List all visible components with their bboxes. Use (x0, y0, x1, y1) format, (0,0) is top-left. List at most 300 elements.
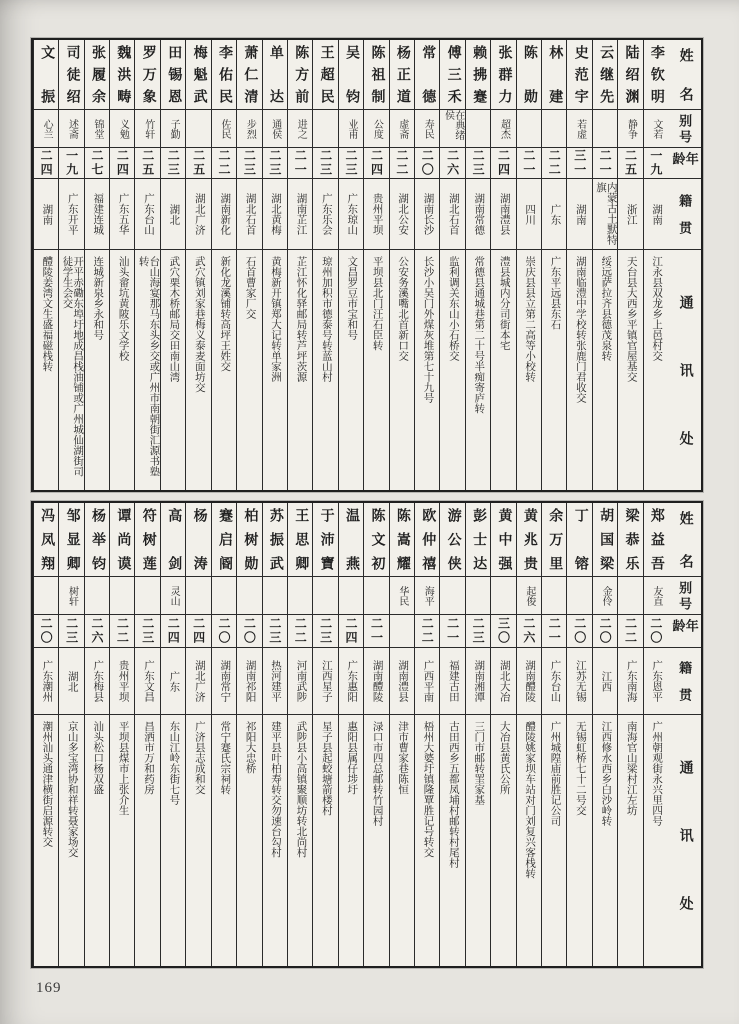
entry-age-cell-text: 二〇 (242, 617, 257, 645)
entry-column (414, 503, 439, 966)
header-age-text: 年龄 (670, 152, 699, 165)
entry-alias-cell (186, 577, 210, 615)
entry-address-cell (313, 250, 337, 490)
entry-origin-cell (415, 648, 439, 715)
entry-column (84, 40, 109, 490)
entry-column (490, 40, 515, 490)
entry-age-cell (542, 615, 566, 648)
entry-address-cell-text: 梧州大婆圩镇隆覃胜记号转交 (422, 721, 434, 858)
entry-age-cell (263, 615, 287, 648)
entry-name-cell-text: 温燕 (344, 508, 360, 571)
entry-alias-cell (517, 110, 541, 148)
entry-name-cell-text: 常德 (420, 45, 436, 104)
entry-address-cell-text: 绥远萨拉齐县德茂泉转 (600, 256, 612, 361)
header-origin (668, 179, 701, 250)
entry-name-cell (593, 40, 617, 110)
entry-address-cell (644, 250, 668, 490)
entry-address-cell-text: 监利调关东山小石桥交 (447, 256, 459, 361)
entry-origin-cell (34, 648, 58, 715)
entry-name-cell (542, 40, 566, 110)
entry-alias-cell (85, 577, 109, 615)
entry-alias-cell (85, 110, 109, 148)
entry-name-cell (288, 40, 312, 110)
entry-address-cell (263, 250, 287, 490)
entry-age-cell-text: 二五 (191, 149, 206, 177)
entry-alias-cell (186, 110, 210, 148)
entry-alias-cell (364, 110, 388, 148)
entry-alias-cell (161, 577, 185, 615)
entry-column (338, 40, 363, 490)
entry-age-cell (237, 615, 261, 648)
entry-origin-cell (263, 648, 287, 715)
entry-address-cell (491, 715, 515, 966)
entry-age-cell (135, 148, 159, 179)
entry-name-cell (542, 503, 566, 577)
entry-age-cell (491, 148, 515, 179)
entry-alias-cell (390, 110, 414, 148)
entry-name-cell-text: 张履余 (89, 45, 105, 104)
entry-origin-cell-text: 广东南海 (625, 660, 637, 702)
entry-column (541, 503, 566, 966)
entry-origin-cell-text: 湖南湘潭 (473, 660, 485, 702)
entry-address-cell-text: 天台县大西乡平镇官屋基交 (625, 256, 637, 382)
entry-age-cell-text: 二三 (318, 617, 333, 645)
entry-age-cell-text: 二五 (140, 149, 155, 177)
entry-address-cell-text: 东山江岭东街七号 (168, 721, 180, 805)
entry-name-cell-text: 陆绍渊 (623, 45, 639, 104)
entry-age-cell-text: 二七 (89, 149, 104, 177)
entry-origin-cell (390, 648, 414, 715)
entry-alias-cell (110, 577, 134, 615)
entry-address-cell (313, 715, 337, 966)
entry-origin-cell-text: 贵州平坝 (117, 660, 129, 702)
entry-name-cell-text: 黄兆贵 (521, 508, 537, 571)
entry-address-cell-text: 长沙小吴门外煤灰堆第七十九号 (422, 256, 434, 403)
entry-age-cell-text: 二三 (64, 617, 79, 645)
entry-age-cell (313, 148, 337, 179)
entry-origin-cell-text: 湖南新化 (219, 193, 231, 235)
entry-alias-cell (542, 577, 566, 615)
entry-name-cell (618, 503, 642, 577)
entry-alias-cell (34, 577, 58, 615)
header-name-text: 姓名 (677, 511, 693, 568)
entry-alias-cell (59, 577, 83, 615)
entry-name-cell (288, 503, 312, 577)
entry-age-cell-text: 二五 (623, 149, 638, 177)
entry-age-cell (85, 148, 109, 179)
entry-name-cell (567, 40, 591, 110)
entry-age-cell-text: 二二 (547, 149, 562, 177)
entry-alias-cell-text: 超杰 (498, 118, 510, 139)
entry-column (617, 40, 642, 490)
entry-alias-cell-text: 步烈 (244, 118, 256, 139)
entry-origin-cell (288, 179, 312, 250)
entry-origin-cell-text: 湖南常宁 (219, 660, 231, 702)
entry-column (338, 503, 363, 966)
entry-alias-cell (339, 110, 363, 148)
entry-column (465, 503, 490, 966)
entry-column (490, 503, 515, 966)
entry-origin-cell-text: 湖北广济 (193, 193, 205, 235)
entry-name-cell (339, 40, 363, 110)
entry-address-cell-text: 渌口市四总邮转竹园村 (371, 721, 383, 826)
entry-column (287, 40, 312, 490)
entry-age-cell-text: 二六 (521, 617, 536, 645)
entry-alias-cell (517, 577, 541, 615)
entry-age-cell (34, 615, 58, 648)
entry-age-cell-text: 二三 (471, 617, 486, 645)
entry-age-cell (466, 615, 490, 648)
entry-address-cell (59, 250, 83, 490)
directory-table-bottom (31, 501, 703, 968)
entry-column (160, 503, 185, 966)
entry-name-cell (85, 503, 109, 577)
entry-name-cell-text: 魏洪畴 (115, 45, 131, 104)
entry-name-cell (135, 40, 159, 110)
entry-address-cell (85, 715, 109, 966)
entry-origin-cell-text: 内蒙古土默特旗 (594, 182, 617, 245)
entry-address-cell (491, 250, 515, 490)
entry-origin-cell-text: 广东 (549, 203, 561, 225)
entry-address-cell-text: 文昌罗豆市宝和号 (346, 256, 358, 340)
entry-name-cell (390, 503, 414, 577)
entry-origin-cell (364, 179, 388, 250)
entry-age-cell (110, 615, 134, 648)
entry-address-cell-text: 公安务溪嘴北首新口交 (397, 256, 409, 361)
entry-origin-cell (491, 179, 515, 250)
entry-name-cell (263, 503, 287, 577)
entry-alias-cell-text: 竹轩 (142, 118, 154, 139)
entry-address-cell (339, 250, 363, 490)
header-alias-text: 别号 (677, 581, 693, 610)
entry-address-cell-text: 汕头松口杨双盛 (92, 721, 104, 795)
entry-origin-cell (390, 179, 414, 250)
entry-address-cell-text: 江永县双龙乡上邑村交 (651, 256, 663, 361)
entry-origin-cell (110, 648, 134, 715)
entry-name-cell-text: 云继先 (598, 45, 614, 104)
entry-age-cell (85, 615, 109, 648)
entry-age-cell-text: 二一 (369, 617, 384, 645)
entry-column (439, 40, 464, 490)
entry-age-cell-text: 二三 (267, 617, 282, 645)
entry-alias-cell-text: 义勉 (117, 118, 129, 139)
entry-origin-cell (339, 179, 363, 250)
entry-alias-cell (34, 110, 58, 148)
entry-age-cell (313, 615, 337, 648)
entry-address-cell (339, 715, 363, 966)
entry-name-cell (34, 503, 58, 577)
entry-column (465, 40, 490, 490)
entry-origin-cell-text: 热河建平 (270, 660, 282, 702)
entry-origin-cell (135, 179, 159, 250)
entry-alias-cell-text: 若虚 (574, 118, 586, 139)
entry-age-cell-text: 二二 (394, 149, 409, 177)
entry-name-cell (263, 40, 287, 110)
entry-age-cell (364, 148, 388, 179)
entry-age-cell-text: 二六 (89, 617, 104, 645)
entry-name-cell (110, 40, 134, 110)
entry-address-cell (212, 715, 236, 966)
entry-alias-cell-text: 虚斋 (396, 118, 408, 139)
entry-name-cell-text: 王思卿 (293, 508, 309, 571)
entry-origin-cell (263, 179, 287, 250)
entry-name-cell (212, 40, 236, 110)
entry-alias-cell (567, 577, 591, 615)
entry-column (58, 503, 83, 966)
entry-name-cell (313, 503, 337, 577)
entry-address-cell (593, 715, 617, 966)
entry-address-cell-text: 黄梅新开镇郑大记转单家洲 (270, 256, 282, 382)
entry-name-cell-text: 彭士达 (471, 508, 487, 571)
entry-age-cell (34, 148, 58, 179)
entry-alias-cell (593, 110, 617, 148)
entry-origin-cell (237, 648, 261, 715)
entry-origin-cell-text: 广东开平 (66, 193, 78, 235)
entry-alias-cell (313, 110, 337, 148)
entry-address-cell (288, 715, 312, 966)
entry-origin-cell-text: 浙江 (625, 203, 637, 225)
entry-origin-cell-text: 湖北 (66, 670, 78, 692)
entry-alias-cell (644, 577, 668, 615)
entry-name-cell (618, 40, 642, 110)
entry-age-cell-text: 二二 (217, 149, 231, 177)
entry-age-cell (161, 148, 185, 179)
entry-origin-cell-text: 湖南 (41, 203, 53, 225)
entry-alias-cell-text: 金伶 (600, 585, 612, 606)
entry-column (439, 503, 464, 966)
entry-name-cell-text: 苏振武 (267, 508, 283, 571)
entry-address-cell (186, 715, 210, 966)
header-address-text: 通讯处 (677, 295, 693, 445)
entry-address-cell-text: 京山多宝湾协和祥转聂家场交 (66, 721, 78, 858)
entry-column (592, 503, 617, 966)
entry-address-cell-text: 澧县城内分司街本宅 (498, 256, 510, 351)
entry-address-cell-text: 新化龙溪铺转高坪王姓交 (219, 256, 231, 372)
entry-address-cell (618, 715, 642, 966)
entry-age-cell-text: 二二 (623, 617, 638, 645)
entry-column (312, 40, 337, 490)
entry-age-cell (390, 148, 414, 179)
entry-origin-cell-text: 广东琼山 (346, 193, 358, 235)
entry-alias-cell (263, 110, 287, 148)
entry-alias-cell-text: 佐民 (218, 118, 230, 139)
entry-name-cell-text: 林建 (547, 45, 563, 104)
entry-address-cell (440, 250, 464, 490)
entry-origin-cell (415, 179, 439, 250)
entry-age-cell-text: 二〇 (217, 617, 231, 645)
header-age (668, 615, 701, 648)
entry-origin-cell-text: 湖南澧县 (498, 193, 510, 235)
entry-age-cell (415, 615, 439, 648)
entry-column (363, 40, 388, 490)
entry-age-cell (618, 148, 642, 179)
entry-origin-cell (85, 648, 109, 715)
entry-address-cell (135, 715, 159, 966)
entry-address-cell-text: 建平县叶柏寿转交勿速台勾村 (270, 721, 282, 858)
entry-name-cell (415, 40, 439, 110)
entry-origin-cell (59, 648, 83, 715)
entry-origin-cell-text: 广东五华 (117, 193, 129, 235)
entry-alias-cell-text: 通侯 (269, 118, 281, 139)
entry-name-cell-text: 游公侠 (445, 508, 461, 571)
entry-column (363, 503, 388, 966)
entry-age-cell-text: 二三 (140, 617, 155, 645)
entry-address-cell (567, 250, 591, 490)
entry-age-cell (364, 615, 388, 648)
entry-origin-cell (567, 648, 591, 715)
entry-origin-cell-text: 四川 (524, 203, 536, 225)
header-age (668, 148, 701, 179)
header-address (668, 715, 701, 966)
entry-age-cell (212, 148, 236, 179)
entry-age-cell (339, 148, 363, 179)
entry-origin-cell (491, 648, 515, 715)
entry-origin-cell (593, 648, 617, 715)
entry-column (643, 40, 668, 490)
header-column (668, 40, 701, 490)
entry-age-cell-text: 二〇 (598, 617, 613, 645)
entry-address-cell (390, 250, 414, 490)
entry-origin-cell (542, 179, 566, 250)
entry-column (617, 503, 642, 966)
entry-alias-cell (59, 110, 83, 148)
entry-address-cell (110, 715, 134, 966)
entry-name-cell-text: 赖拂蹇 (471, 45, 487, 104)
entry-address-cell-text: 广州城隍庙前胜记公司 (549, 721, 561, 826)
entry-age-cell (542, 148, 566, 179)
entry-origin-cell-text: 广东潮州 (41, 660, 53, 702)
entry-name-cell-text: 陈文初 (369, 508, 385, 571)
entry-address-cell-text: 芷江怀化驿邮局转芦坪茨源 (295, 256, 307, 382)
entry-address-cell-text: 开平赤磡东埠圩地成昌栈油铺或广州城仙湖街司徒学生会交 (61, 256, 84, 477)
entry-alias-cell (161, 110, 185, 148)
entry-address-cell-text: 南海官山梁村江左坊 (625, 721, 637, 816)
entry-age-cell (339, 615, 363, 648)
entry-origin-cell-text: 湖北广济 (193, 660, 205, 702)
entry-column (643, 503, 668, 966)
entry-origin-cell-text: 福建连城 (92, 193, 104, 235)
entry-address-cell-text: 平坝县北门汪石臣转 (371, 256, 383, 351)
entry-origin-cell-text: 湖南 (574, 203, 586, 225)
entry-origin-cell (34, 179, 58, 250)
entry-alias-cell (237, 577, 261, 615)
entry-age-cell (517, 615, 541, 648)
entry-address-cell-text: 平坝县煤市上张介生 (117, 721, 129, 816)
entry-address-cell (415, 250, 439, 490)
entry-alias-cell (491, 577, 515, 615)
entry-address-cell (542, 715, 566, 966)
entry-age-cell (593, 615, 617, 648)
entry-origin-cell-text: 广东乐会 (320, 193, 332, 235)
entry-address-cell (237, 715, 261, 966)
entry-column (185, 503, 210, 966)
entry-address-cell (186, 250, 210, 490)
entry-origin-cell (339, 648, 363, 715)
header-address (668, 250, 701, 490)
entry-name-cell (415, 503, 439, 577)
entry-age-cell-text: 二三 (267, 149, 282, 177)
entry-origin-cell (644, 179, 668, 250)
entry-alias-cell-text: 静争 (625, 118, 637, 139)
entry-column (566, 40, 591, 490)
entry-alias-cell (618, 577, 642, 615)
entry-name-cell (135, 503, 159, 577)
entry-origin-cell-text: 湖南祁阳 (244, 660, 256, 702)
entry-address-cell-text: 石首曹家厂交 (244, 256, 256, 319)
entry-origin-cell-text: 湖北石首 (447, 193, 459, 235)
entry-age-cell-text: 二二 (420, 617, 435, 645)
entry-origin-cell (313, 648, 337, 715)
entry-alias-cell (135, 577, 159, 615)
entry-address-cell (237, 250, 261, 490)
entry-origin-cell (618, 179, 642, 250)
entry-age-cell-text: 二二 (115, 617, 130, 645)
entry-alias-cell (466, 110, 490, 148)
entry-age-cell (110, 148, 134, 179)
header-alias-text: 别号 (677, 114, 693, 143)
entry-origin-cell-text: 湖北大冶 (498, 660, 510, 702)
entry-address-cell (288, 250, 312, 490)
entry-name-cell-text: 杨涛 (191, 508, 207, 571)
entry-alias-cell-text: 心兰 (41, 118, 53, 139)
entry-origin-cell-text: 湖北公安 (397, 193, 409, 235)
entry-alias-cell (110, 110, 134, 148)
entry-age-cell-text: 二六 (445, 149, 460, 177)
entry-address-cell (618, 250, 642, 490)
entry-address-cell (517, 250, 541, 490)
entry-column (134, 40, 159, 490)
entry-name-cell-text: 史范宇 (572, 45, 588, 104)
entry-alias-cell-text: 在典绪侯 (442, 110, 464, 140)
entry-name-cell (466, 40, 490, 110)
entry-address-cell (517, 715, 541, 966)
entry-alias-cell-text: 业甫 (346, 118, 358, 139)
entry-alias-cell-text: 锦堂 (91, 118, 103, 139)
entry-age-cell (390, 615, 414, 648)
entry-name-cell-text: 于沛寶 (318, 508, 334, 571)
entry-age-cell-text: 一九 (64, 149, 79, 177)
entry-alias-cell-text: 海平 (422, 585, 434, 606)
entry-address-cell-text: 津市曹家巷陈恒 (397, 721, 409, 795)
entry-alias-cell (288, 110, 312, 148)
entry-name-cell (237, 503, 261, 577)
entry-origin-cell-text: 河南武陟 (295, 660, 307, 702)
entry-age-cell (59, 148, 83, 179)
header-origin-text: 籍贯 (677, 661, 693, 701)
entry-origin-cell (364, 648, 388, 715)
entry-age-cell (186, 148, 210, 179)
entry-alias-cell-text: 文若 (650, 118, 662, 139)
entry-name-cell-text: 李钦明 (648, 45, 664, 104)
entry-name-cell (34, 40, 58, 110)
entry-address-cell (466, 715, 490, 966)
entry-address-cell (263, 715, 287, 966)
entry-age-cell (466, 148, 490, 179)
entry-age-cell-text: 二三 (471, 149, 486, 177)
entry-name-cell-text: 王超民 (318, 45, 334, 104)
entry-alias-cell (339, 577, 363, 615)
header-alias (668, 577, 701, 615)
entry-address-cell-text: 惠阳县属仔埗圩 (346, 721, 358, 795)
entry-age-cell (288, 615, 312, 648)
entry-age-cell-text: 二四 (39, 149, 54, 177)
entry-column (109, 503, 134, 966)
entry-name-cell (466, 503, 490, 577)
entry-origin-cell-text: 湖南 (651, 203, 663, 225)
entry-origin-cell-text: 广东台山 (549, 660, 561, 702)
entry-origin-cell-text: 广西平南 (422, 660, 434, 702)
entry-alias-cell (466, 577, 490, 615)
